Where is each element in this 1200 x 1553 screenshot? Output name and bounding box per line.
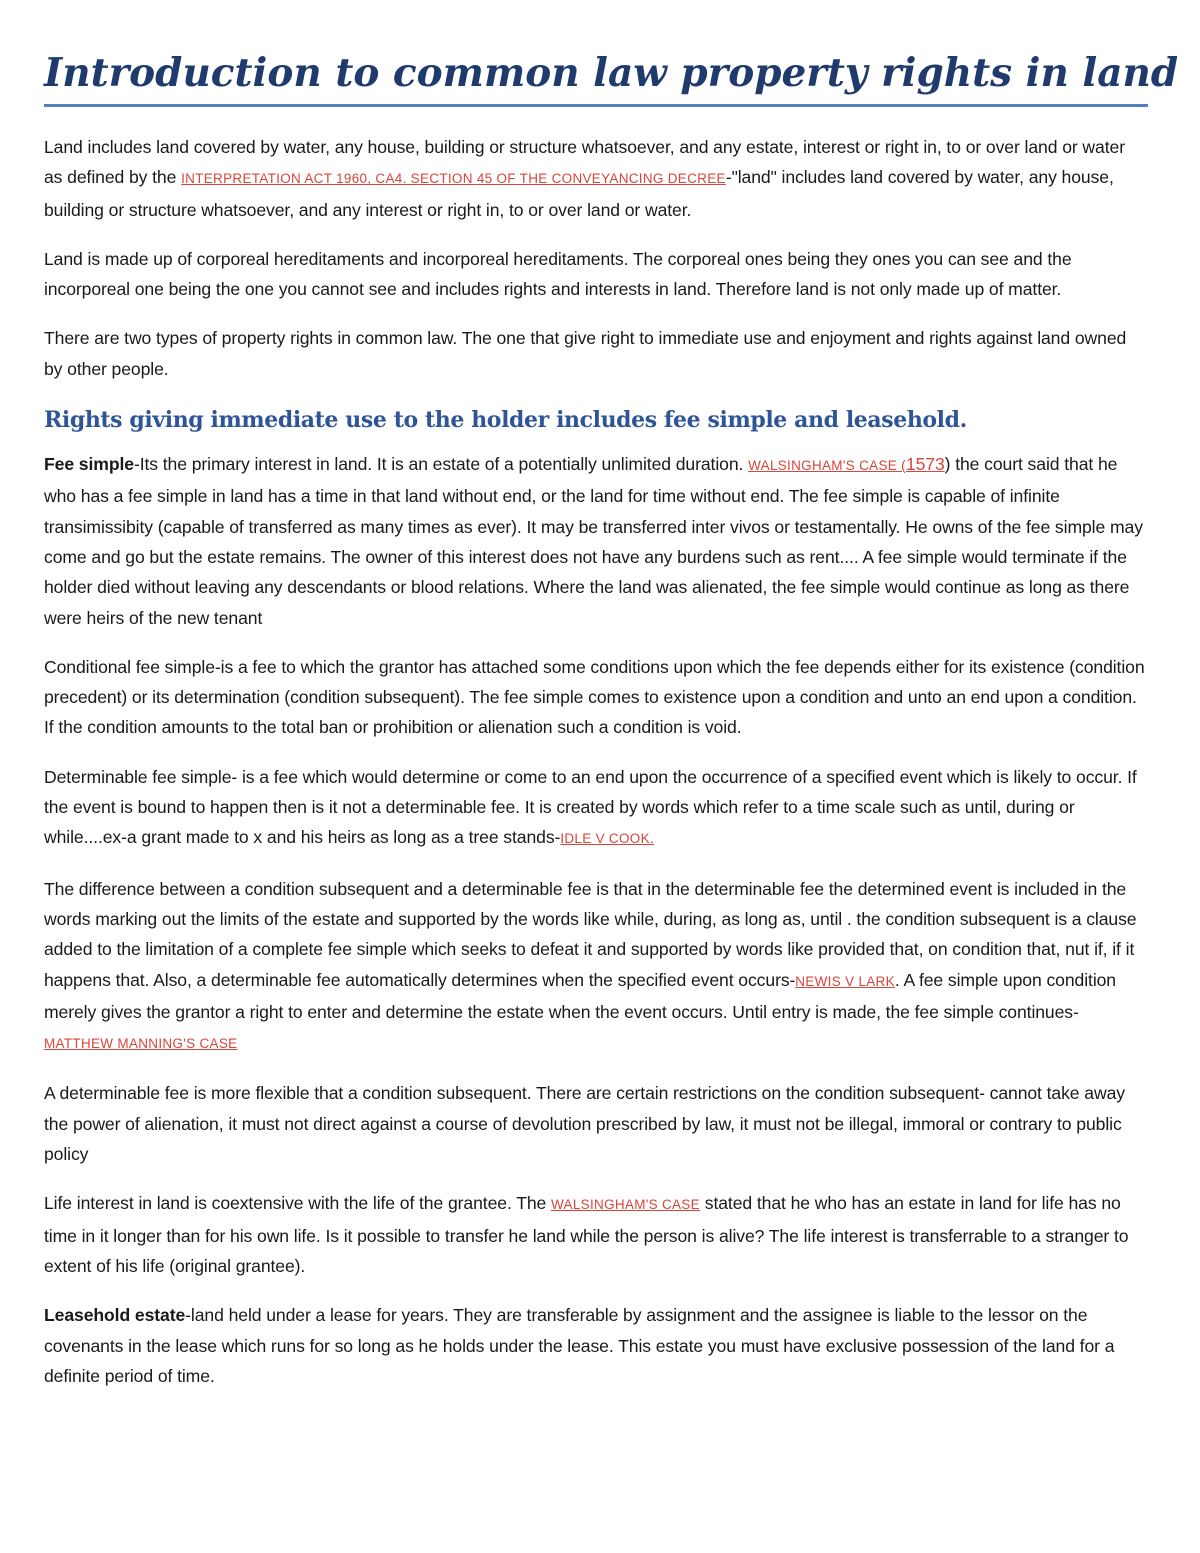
page-title: Introduction to common law property rights in land [44, 50, 1179, 96]
document-page [44, 48, 1179, 1410]
paragraph-text: Land includes land covered by water, any house, building or structure whatsoever, and any estate, interest or right in, to or over land or water as defined by the [44, 137, 1125, 188]
paragraph-text: -"land" includes land covered by water, any house, building or structure whatsoever, and any interest or right in, to or over land or water. [44, 167, 1114, 220]
paragraph-fee-simple [44, 449, 1148, 633]
link-walsinghams-case[interactable]: WALSINGHAM'S CASE ( [748, 458, 906, 474]
link-interpretation-act[interactable]: INTERPRETATION ACT 1960, CA4. SECTION 45 OF THE CONVEYANCING DECREE [181, 171, 726, 187]
paragraph-land-definition [44, 132, 1148, 225]
paragraph-text: The difference between a condition subsequent and a determinable fee is that in the determinable fee the determined event is included in the words marking out the limits of the estate and supported by the words like while, during, as long as, until . the condition subsequent is a clause added to the limitation of a complete fee simple which seeks to defeat it and supported by words like provided that, on condition that, nut if, if it happens that. Also, a determinable fee automatically determines when the specified event occurs- [44, 878, 1137, 990]
paragraph-text: -land held under a lease for years. They are transferable by assignment and the assignee is liable to the lessor on the covenants in the lease which runs for so long as he holds under the lease. This estate you must have exclusive possession of the land for a definite period of time. [44, 1305, 1115, 1386]
term-fee-simple: Fee simple [44, 454, 134, 475]
link-walsinghams-case-2[interactable]: WALSINGHAM'S CASE [551, 1197, 700, 1213]
link-matthew-mannings-case[interactable]: MATTHEW MANNING'S CASE [44, 1036, 238, 1052]
section-heading: Rights giving immediate use to the holder includes fee simple and leasehold. [44, 407, 967, 434]
paragraph-text: Life interest in land is coextensive with the life of the grantee. The [44, 1193, 552, 1214]
paragraph-leasehold [44, 1300, 1148, 1391]
link-walsinghams-case-year[interactable]: 1573 [905, 454, 945, 475]
paragraph-text: . A fee simple upon condition merely gives the grantor a right to enter and determine the estate when the event occurs. Until entry is made, the fee simple continues- [44, 969, 1116, 1022]
paragraph-life-interest [44, 1188, 1148, 1281]
term-leasehold-estate: Leasehold estate [44, 1305, 186, 1326]
link-idle-v-cook[interactable]: IDLE V COOK. [560, 831, 654, 847]
paragraph-text: -Its the primary interest in land. It is an estate of a potentially unlimited duration. [133, 454, 749, 475]
paragraph-conditional-fee-simple: Conditional fee simple-is a fee to which the grantor has attached some conditions upon which the fee depends either for its existence (condition precedent) or its determination (condition subsequent). The fee simple comes to existence upon a condition and unto an end upon a condition. If the condition amounts to the total ban or prohibition or alienation such a condition is void. [44, 656, 1145, 738]
title-underline [44, 104, 1148, 107]
paragraph-text: the court said that he who has a fee simple in land has a time in that land without end, or the land for time without end. The fee simple is capable of infinite transimissibity (capable of transferred as many times as ever). It may be transferred inter vivos or testamentally. He owns of the fee simple may come and go but the estate remains. The owner of this interest does not have any burdens such as rent.... A fee simple would terminate if the holder died without leaving any descendants or blood relations. Where the land was alienated, the fee simple would continue as long as there were heirs of the new tenant [44, 454, 1143, 628]
paragraph-types-of-rights: There are two types of property rights in common law. The one that give right to immediate use and enjoyment and rights against land owned by other people. [44, 328, 1127, 379]
paragraph-text: stated that he who has an estate in land for life has no time in it longer than for his own life. Is it possible to transfer he land while the person is alive? The life interest is transferrable to a stranger to extent of his life (original grantee). [44, 1193, 1129, 1276]
paragraph-text: Determinable fee simple- is a fee which would determine or come to an end upon the occurrence of a specified event which is likely to occur. If the event is bound to happen then is it not a determinable fee. It is created by words which refer to a time scale such as until, during or while....ex-a grant made to x and his heirs as long as a tree stands- [44, 766, 1137, 848]
paragraph-flexibility: A determinable fee is more flexible that a condition subsequent. There are certain restrictions on the condition subsequent- cannot take away the power of alienation, it must not direct against a course of devolution prescribed by law, it must not be illegal, immoral or contrary to public policy [44, 1083, 1125, 1165]
paragraph-determinable-fee-simple [44, 762, 1148, 855]
paragraph-difference [44, 874, 1148, 1060]
paragraph-hereditaments: Land is made up of corporeal hereditaments and incorporeal hereditaments. The corporeal ones being they ones you can see and the incorporeal one being the one you cannot see and includes rights and interests in land. Therefore land is not only made up of matter. [44, 248, 1072, 300]
link-newis-v-lark[interactable]: NEWIS V LARK [795, 973, 895, 989]
link-walsinghams-case-close[interactable]: ) [944, 454, 951, 475]
